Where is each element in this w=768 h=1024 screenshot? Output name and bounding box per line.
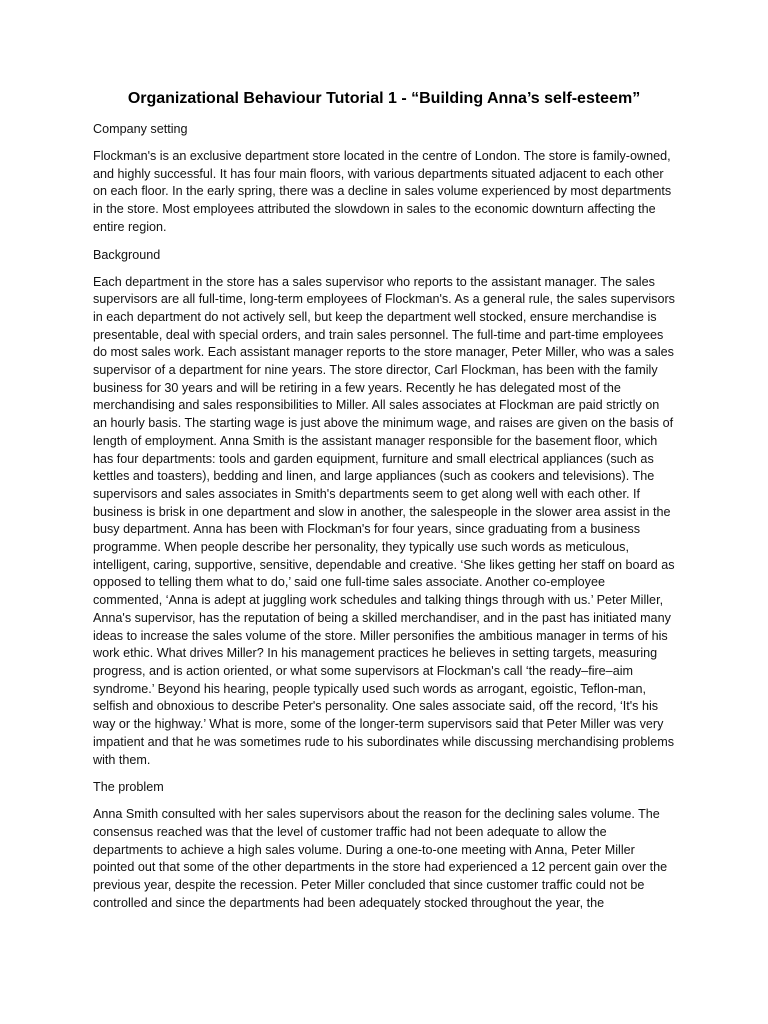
paragraph: Flockman's is an exclusive department store located in the centre of London. The store is family-owned, and highly successful. It has four main floors, with various departments situated adjacent to each other on each floor. In the early spring, there was a decline in sales volume experienced by most departments in the store. Most employees attributed the slowdown in sales to the economic downturn affecting the entire region. <box>93 149 672 234</box>
section-background <box>93 247 675 770</box>
section-company-setting <box>93 121 675 237</box>
paragraph: Anna Smith consulted with her sales supervisors about the reason for the declining sales volume. The consensus reached was that the level of customer traffic had not been adequate to allow the departments to achieve a high sales volume. During a one-to-one meeting with Anna, Peter Miller pointed out that some of the other departments in the store had experienced a 12 percent gain over the previous year, despite the recession. Peter Miller concluded that since customer traffic could not be controlled and since the departments had been adequately stocked throughout the year, the <box>93 807 668 910</box>
section-heading: Company setting <box>93 122 188 136</box>
document-title: Organizational Behaviour Tutorial 1 - “Building Anna’s self-esteem” <box>127 90 641 107</box>
section-the-problem <box>93 779 675 912</box>
section-heading: The problem <box>93 780 164 795</box>
paragraph: Each department in the store has a sales supervisor who reports to the assistant manager. The sales supervisors are all full-time, long-term employees of Flockman's. As a general rule, the sales supervisors in each department do not actively sell, but keep the department well stocked, ensure merchandise is presentable, deal with special orders, and train sales personnel. The full-time and part-time employees do most sales work. Each assistant manager reports to the store manager, Peter Miller, who was a sales supervisor of a department for nine years. The store director, Carl Flockman, has been with the family business for 30 years and will be retiring in a few years. Recently he has delegated most of the merchandising and sales responsibilities to Miller. All sales associates at Flockman are paid strictly on an hourly basis. The starting wage is just above the minimum wage, and raises are given on the basis of length of employment. Anna Smith is the assistant manager responsible for the basement floor, which has four departments: tools and garden equipment, furniture and small electrical appliances (such as kettles and toasters), bedding and linen, and large appliances (such as cookers and televisions). The supervisors and sales associates in Smith's departments seem to get along well with each other. If business is brisk in one department and slow in another, the salespeople in the slower area assist in the busy department. Anna has been with Flockman's for four years, since graduating from a business programme. When people describe her personality, they typically use such words as meticulous, intelligent, caring, supportive, sensitive, dependable and creative. ‘She likes getting her staff on board as opposed to telling them what to do,’ said one full-time sales associate. Another co-employee commented, ‘Anna is adept at juggling work schedules and talking things through with us.’ Peter Miller, Anna's supervisor, has the reputation of being a skilled merchandiser, and in the past has initiated many ideas to increase the sales volume of the store. Miller personifies the ambitious manager in terms of his work ethic. What drives Miller? In his management practices he believes in setting targets, measuring progress, and is action oriented, or what some supervisors at Flockman's call ‘the ready–fire–aim syndrome.’ Beyond his hearing, people typically used such words as arrogant, egoistic, Teflon-man, selfish and obnoxious to describe Peter's personality. One sales associate said, off the record, ‘It's his way or the highway.’ What is more, some of the longer-term supervisors said that Peter Miller was very impatient and that he was sometimes rude to his subordinates while discussing merchandising problems with them. <box>93 274 675 767</box>
section-heading: Background <box>93 247 161 262</box>
document-content <box>93 88 675 922</box>
